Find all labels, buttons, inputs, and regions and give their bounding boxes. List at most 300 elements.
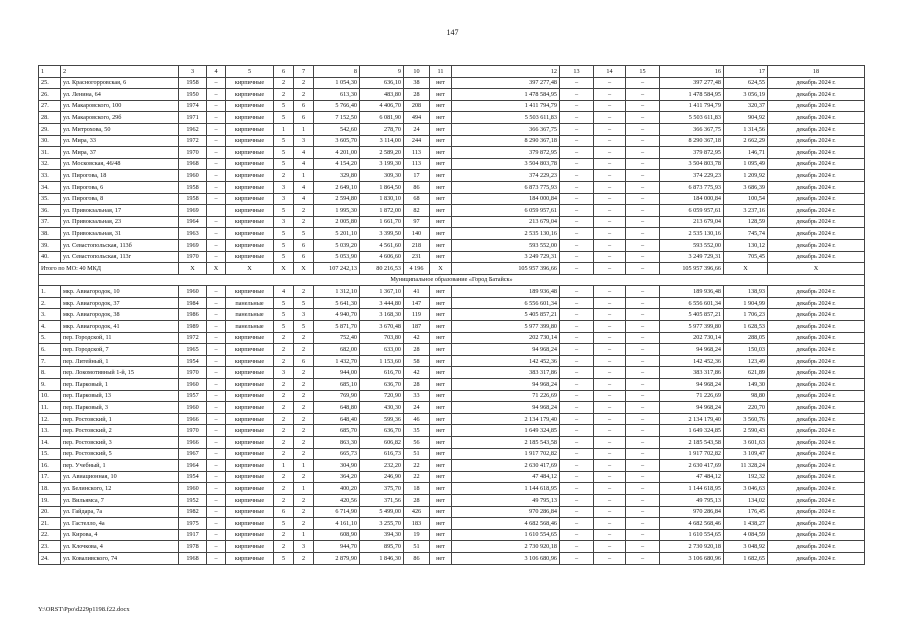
table-cell: 82 <box>404 205 430 217</box>
table-cell: 5 <box>274 135 294 147</box>
table-cell: декабрь 2024 г. <box>768 135 865 147</box>
table-cell: 1968 <box>179 158 207 170</box>
table-cell: 621,89 <box>724 367 768 379</box>
table-row <box>39 379 865 391</box>
table-cell: ул. Севастопольская, 113г <box>61 251 179 263</box>
table-cell: 2 <box>294 379 314 391</box>
table-cell: 4 161,10 <box>314 518 360 530</box>
table-cell: 42 <box>404 332 430 344</box>
table-cell: панельные <box>226 309 274 321</box>
table-cell: – <box>594 367 626 379</box>
table-cell: 13 <box>560 66 594 78</box>
table-cell: кирпичные <box>226 344 274 356</box>
table-cell: нет <box>430 390 452 402</box>
table-cell: 2 <box>61 66 179 78</box>
table-cell: нет <box>430 309 452 321</box>
table-cell: 18 <box>768 66 865 78</box>
table-cell: кирпичные <box>226 216 274 228</box>
table-cell: – <box>626 460 660 472</box>
table-cell: – <box>594 506 626 518</box>
table-cell: 5 405 857,21 <box>660 309 724 321</box>
table-cell: ул. Ленина, 64 <box>61 89 179 101</box>
table-cell: кирпичные <box>226 460 274 472</box>
table-cell: – <box>594 239 626 251</box>
table-cell: – <box>626 100 660 112</box>
table-cell: 1978 <box>179 541 207 553</box>
table-cell: – <box>626 205 660 217</box>
table-cell: 1 314,56 <box>724 123 768 135</box>
table-cell: 150,03 <box>724 344 768 356</box>
table-cell: – <box>207 483 226 495</box>
table-cell: 2 535 130,16 <box>660 228 724 240</box>
table-cell: нет <box>430 541 452 553</box>
table-cell: нет <box>430 437 452 449</box>
table-row <box>39 286 865 298</box>
table-row <box>39 193 865 205</box>
table-cell: – <box>560 205 594 217</box>
table-cell: 2 005,80 <box>314 216 360 228</box>
table-cell: 2 <box>294 89 314 101</box>
table-cell: 5 <box>274 147 294 159</box>
table-cell: 17 <box>724 66 768 78</box>
table-cell: нет <box>430 135 452 147</box>
table-cell: 4 561,60 <box>360 239 404 251</box>
table-cell: 2 662,29 <box>724 135 768 147</box>
table-cell: 39. <box>39 239 61 251</box>
table-cell: кирпичные <box>226 251 274 263</box>
table-cell: 2 630 417,69 <box>660 460 724 472</box>
table-cell: 94 968,24 <box>452 344 560 356</box>
table-cell: – <box>207 506 226 518</box>
table-cell: – <box>207 344 226 356</box>
table-cell: 5 499,00 <box>360 506 404 518</box>
table-cell: 2 535 130,16 <box>452 228 560 240</box>
table-cell: 1962 <box>179 123 207 135</box>
table-cell: 288,05 <box>724 332 768 344</box>
table-cell: 11 328,24 <box>724 460 768 472</box>
table-cell: – <box>626 251 660 263</box>
table-cell: – <box>560 89 594 101</box>
table-cell: декабрь 2024 г. <box>768 239 865 251</box>
table-cell: 2 730 920,18 <box>452 541 560 553</box>
table-cell: 2 649,10 <box>314 181 360 193</box>
table-cell: 184 000,84 <box>452 193 560 205</box>
table-cell: 5 641,30 <box>314 297 360 309</box>
table-cell: – <box>560 402 594 414</box>
table-cell: кирпичные <box>226 529 274 541</box>
table-cell: декабрь 2024 г. <box>768 529 865 541</box>
table-cell: – <box>560 77 594 89</box>
table-cell: – <box>626 379 660 391</box>
table-cell: 371,56 <box>360 494 404 506</box>
table-cell: – <box>594 181 626 193</box>
table-cell: 5 <box>274 100 294 112</box>
table-cell: 2 594,80 <box>314 193 360 205</box>
header-row <box>39 66 865 78</box>
table-cell: 1986 <box>179 309 207 321</box>
table-cell: – <box>626 158 660 170</box>
table-cell: 4 084,59 <box>724 529 768 541</box>
table-cell: – <box>626 170 660 182</box>
table-cell: 11 <box>430 66 452 78</box>
table-cell: 130,12 <box>724 239 768 251</box>
table-cell: нет <box>430 100 452 112</box>
table-cell: – <box>594 379 626 391</box>
table-cell: 3 106 680,96 <box>660 552 724 564</box>
table-cell: 5 053,90 <box>314 251 360 263</box>
table-cell: – <box>207 216 226 228</box>
table-cell: 2 134 179,40 <box>660 413 724 425</box>
table-cell: 2 <box>294 390 314 402</box>
table-cell: декабрь 2024 г. <box>768 205 865 217</box>
table-cell: X <box>294 263 314 275</box>
table-cell: 49 795,13 <box>660 494 724 506</box>
table-cell: 3 686,39 <box>724 181 768 193</box>
table-cell: нет <box>430 89 452 101</box>
table-cell: 6 <box>294 251 314 263</box>
table-cell: – <box>626 123 660 135</box>
table-cell: 2 <box>294 286 314 298</box>
table-cell: 18 <box>404 483 430 495</box>
table-cell: X <box>226 263 274 275</box>
table-cell: 4 940,70 <box>314 309 360 321</box>
table-cell: 2 <box>294 216 314 228</box>
table-cell: кирпичные <box>226 494 274 506</box>
table-cell: 1 846,30 <box>360 552 404 564</box>
table-cell: декабрь 2024 г. <box>768 494 865 506</box>
table-cell: 15 <box>626 66 660 78</box>
table-cell: кирпичные <box>226 286 274 298</box>
table-cell: 3 255,70 <box>360 518 404 530</box>
table-cell: – <box>594 89 626 101</box>
table-cell: нет <box>430 494 452 506</box>
table-cell: 636,10 <box>360 77 404 89</box>
table-cell: 86 <box>404 181 430 193</box>
table-cell: ул. Привокзальная, 17 <box>61 205 179 217</box>
table-cell: декабрь 2024 г. <box>768 100 865 112</box>
table-cell: 608,90 <box>314 529 360 541</box>
table-cell: ул. Пирогова, 6 <box>61 181 179 193</box>
table-row <box>39 402 865 414</box>
table-cell: 140 <box>404 228 430 240</box>
table-cell: 94 968,24 <box>660 402 724 414</box>
table-cell: 1989 <box>179 321 207 333</box>
table-cell: 1960 <box>179 170 207 182</box>
table-cell: – <box>560 263 594 275</box>
table-cell: декабрь 2024 г. <box>768 390 865 402</box>
table-cell: 146,71 <box>724 147 768 159</box>
table-cell: 16. <box>39 460 61 472</box>
table-cell: 320,37 <box>724 100 768 112</box>
table-cell: декабрь 2024 г. <box>768 367 865 379</box>
table-cell: 3 249 729,31 <box>660 251 724 263</box>
table-cell: 49 795,13 <box>452 494 560 506</box>
table-cell: 128,59 <box>724 216 768 228</box>
table-cell: 28. <box>39 112 61 124</box>
table-cell: 2 <box>274 355 294 367</box>
table-cell: 33. <box>39 170 61 182</box>
table-row <box>39 205 865 217</box>
table-cell: – <box>626 471 660 483</box>
table-cell: 685,70 <box>314 425 360 437</box>
table-cell: – <box>626 483 660 495</box>
table-cell: – <box>626 529 660 541</box>
table-cell: – <box>560 147 594 159</box>
table-cell: нет <box>430 216 452 228</box>
table-cell: 400,20 <box>314 483 360 495</box>
table-cell: 3 109,47 <box>724 448 768 460</box>
table-cell: 56 <box>404 437 430 449</box>
table-cell: пер. Парковый, 13 <box>61 390 179 402</box>
table-cell: 28 <box>404 379 430 391</box>
table-cell: кирпичные <box>226 483 274 495</box>
table-cell: 5 <box>274 228 294 240</box>
table-cell: 2 <box>274 413 294 425</box>
table-cell: 1 478 584,95 <box>660 89 724 101</box>
table-cell: ул. Мира, 33 <box>61 135 179 147</box>
table-cell: 1966 <box>179 437 207 449</box>
footer-file-path: Y:\ORST\Ppo\d229p1198.f22.docx <box>38 606 130 613</box>
table-cell: – <box>207 193 226 205</box>
table-cell: X <box>207 263 226 275</box>
table-cell: кирпичные <box>226 518 274 530</box>
table-cell: – <box>594 344 626 356</box>
table-cell: 3 168,30 <box>360 309 404 321</box>
table-cell: 1 411 794,79 <box>452 100 560 112</box>
table-cell: 213 679,04 <box>660 216 724 228</box>
table-cell: 25. <box>39 77 61 89</box>
table-cell: 37. <box>39 216 61 228</box>
table-cell: 3 560,76 <box>724 413 768 425</box>
table-cell: 6 059 957,61 <box>660 205 724 217</box>
table-cell: 27. <box>39 100 61 112</box>
table-cell: 8. <box>39 367 61 379</box>
table-cell: 2 <box>274 494 294 506</box>
table-cell: 35 <box>404 425 430 437</box>
table-cell: 2 <box>294 425 314 437</box>
table-cell: 3 046,63 <box>724 483 768 495</box>
table-cell: – <box>626 216 660 228</box>
table-cell: 1960 <box>179 379 207 391</box>
table-cell: кирпичные <box>226 112 274 124</box>
table-cell: 1971 <box>179 112 207 124</box>
table-cell: – <box>207 402 226 414</box>
table-cell: 3 114,00 <box>360 135 404 147</box>
table-cell: – <box>594 297 626 309</box>
table-cell: 1970 <box>179 147 207 159</box>
table-cell: 1 610 554,65 <box>660 529 724 541</box>
table-cell: 1 649 324,85 <box>452 425 560 437</box>
table-cell: 593 552,00 <box>660 239 724 251</box>
table-cell: нет <box>430 460 452 472</box>
table-cell: – <box>594 170 626 182</box>
table-cell: – <box>560 332 594 344</box>
table-cell: 4 <box>294 193 314 205</box>
table-cell: 426 <box>404 506 430 518</box>
table-cell: декабрь 2024 г. <box>768 541 865 553</box>
table-cell: 1965 <box>179 344 207 356</box>
table-cell: пер. Городской, 11 <box>61 332 179 344</box>
table-cell: – <box>594 483 626 495</box>
table-cell: 1958 <box>179 193 207 205</box>
table-cell: 648,80 <box>314 402 360 414</box>
table-cell: – <box>207 413 226 425</box>
table-cell: 13. <box>39 425 61 437</box>
table-cell: 41 <box>404 286 430 298</box>
table-row <box>39 413 865 425</box>
table-cell: – <box>594 286 626 298</box>
table-cell: 220,70 <box>724 402 768 414</box>
table-cell: – <box>560 460 594 472</box>
table-cell: 5 <box>274 309 294 321</box>
table-cell: декабрь 2024 г. <box>768 216 865 228</box>
table-cell: – <box>207 541 226 553</box>
table-cell: декабрь 2024 г. <box>768 355 865 367</box>
table-cell: 4 682 568,46 <box>452 518 560 530</box>
table-cell: – <box>560 518 594 530</box>
table-cell: ул. Кирова, 4 <box>61 529 179 541</box>
table-cell: 5 039,20 <box>314 239 360 251</box>
table-cell: 1974 <box>179 100 207 112</box>
table-cell: 1 095,49 <box>724 158 768 170</box>
table-cell: 5 871,70 <box>314 321 360 333</box>
table-cell: нет <box>430 112 452 124</box>
table-row <box>39 471 865 483</box>
table-cell: – <box>594 135 626 147</box>
table-cell: 58 <box>404 355 430 367</box>
table-cell: – <box>207 89 226 101</box>
table-cell: – <box>626 425 660 437</box>
table-cell: 97 <box>404 216 430 228</box>
table-cell: – <box>560 309 594 321</box>
table-cell: 5 766,40 <box>314 100 360 112</box>
table-cell: кирпичные <box>226 89 274 101</box>
table-cell: 24 <box>404 402 430 414</box>
table-cell: – <box>207 321 226 333</box>
table-cell: 149,30 <box>724 379 768 391</box>
table-cell: 2 <box>274 89 294 101</box>
table-cell: – <box>560 239 594 251</box>
table-cell: 123,49 <box>724 355 768 367</box>
table-cell: ул. Белинского, 12 <box>61 483 179 495</box>
table-cell: – <box>594 321 626 333</box>
table-cell: декабрь 2024 г. <box>768 448 865 460</box>
table-cell: 7. <box>39 355 61 367</box>
table-cell: 685,10 <box>314 379 360 391</box>
table-cell: ул. Гайдара, 7а <box>61 506 179 518</box>
table-cell: нет <box>430 170 452 182</box>
table-cell: 28 <box>404 89 430 101</box>
table-cell: 1 153,60 <box>360 355 404 367</box>
table-cell: 1 <box>294 460 314 472</box>
table-cell: 86 <box>404 552 430 564</box>
table-cell: 107 242,13 <box>314 263 360 275</box>
table-cell: – <box>207 181 226 193</box>
table-cell: 1972 <box>179 332 207 344</box>
table-cell: нет <box>430 193 452 205</box>
table-cell: 12. <box>39 413 61 425</box>
table-cell: – <box>560 286 594 298</box>
table-cell: 383 317,86 <box>660 367 724 379</box>
table-cell: 105 957 396,66 <box>660 263 724 275</box>
table-row <box>39 448 865 460</box>
table-cell: 22 <box>404 460 430 472</box>
table-cell: 1970 <box>179 251 207 263</box>
table-cell: 420,56 <box>314 494 360 506</box>
table-row <box>39 460 865 472</box>
table-cell: 113 <box>404 147 430 159</box>
table-cell: 184 000,84 <box>660 193 724 205</box>
table-row <box>39 112 865 124</box>
table-cell: 3 399,50 <box>360 228 404 240</box>
table-cell: пер. Ростовский, 3 <box>61 437 179 449</box>
table-cell: кирпичные <box>226 100 274 112</box>
table-cell: декабрь 2024 г. <box>768 158 865 170</box>
table-cell: 31. <box>39 147 61 159</box>
table-cell: – <box>626 309 660 321</box>
table-cell: 4 <box>294 181 314 193</box>
table-cell: нет <box>430 529 452 541</box>
table-row <box>39 123 865 135</box>
table-cell: кирпичные <box>226 448 274 460</box>
table-cell: 183 <box>404 518 430 530</box>
table-cell: – <box>560 367 594 379</box>
table-cell: 5 <box>274 297 294 309</box>
table-cell: 375,70 <box>360 483 404 495</box>
table-cell: 2 <box>294 506 314 518</box>
table-row <box>39 158 865 170</box>
table-row <box>39 494 865 506</box>
table-cell: 1960 <box>179 286 207 298</box>
register-table <box>38 65 865 565</box>
table-cell: – <box>560 541 594 553</box>
table-cell: – <box>207 158 226 170</box>
table-cell: – <box>594 112 626 124</box>
table-cell: 1 367,10 <box>360 286 404 298</box>
table-cell: 494 <box>404 112 430 124</box>
table-cell: 633,00 <box>360 344 404 356</box>
table-cell: кирпичные <box>226 552 274 564</box>
table-cell: 6 <box>294 112 314 124</box>
table-cell: 232,20 <box>360 460 404 472</box>
table-cell: – <box>560 297 594 309</box>
table-cell: – <box>626 321 660 333</box>
table-cell: 3 249 729,31 <box>452 251 560 263</box>
table-cell: 18. <box>39 483 61 495</box>
table-cell: нет <box>430 518 452 530</box>
table-cell: декабрь 2024 г. <box>768 344 865 356</box>
table-cell: 3 <box>179 66 207 78</box>
table-cell: 19 <box>404 529 430 541</box>
table-cell: 5 <box>274 205 294 217</box>
table-cell: 309,30 <box>360 170 404 182</box>
table-cell: 3 504 803,78 <box>660 158 724 170</box>
table-cell: ул. Клочкова, 4 <box>61 541 179 553</box>
table-cell: 119 <box>404 309 430 321</box>
table-cell: – <box>207 471 226 483</box>
table-cell: 970 286,84 <box>452 506 560 518</box>
table-cell: 364,20 <box>314 471 360 483</box>
table-cell: – <box>594 529 626 541</box>
table-cell: 1 312,10 <box>314 286 360 298</box>
table-cell: – <box>560 251 594 263</box>
table-cell: 616,70 <box>360 367 404 379</box>
table-cell: 278,70 <box>360 123 404 135</box>
table-cell: – <box>207 529 226 541</box>
table-cell: 2 <box>294 77 314 89</box>
table-cell: кирпичные <box>226 425 274 437</box>
table-cell: 2 590,43 <box>724 425 768 437</box>
